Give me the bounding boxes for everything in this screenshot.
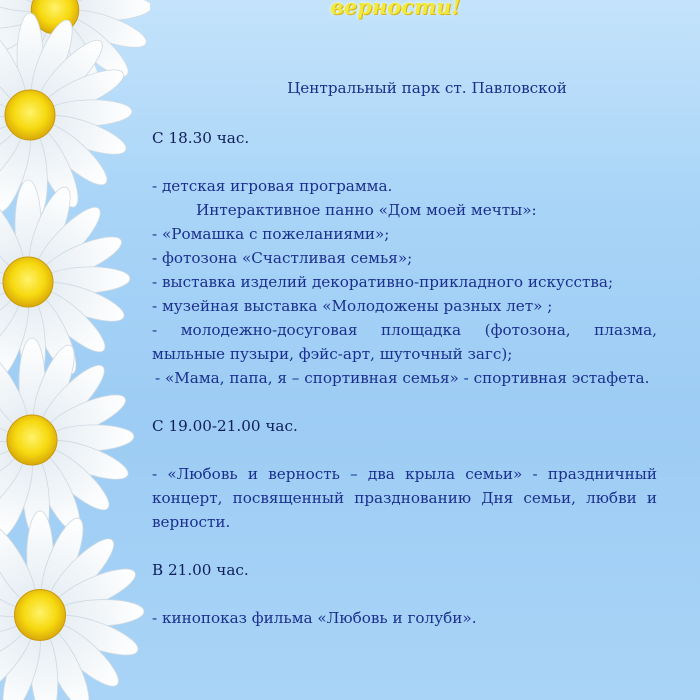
schedule-line: верности. [152, 513, 231, 531]
section-time: С 19.00-21.00 час. [152, 417, 298, 435]
schedule-line: - фотозона «Счастливая семья»; [152, 249, 413, 267]
schedule-line: - «Любовь и верность – два крыла семьи» - праздничный [152, 465, 657, 483]
section-time: С 18.30 час. [152, 129, 250, 147]
schedule-line: концерт, посвященный празднованию Дня семьи, любви и [152, 489, 657, 507]
event-schedule [152, 70, 657, 630]
schedule-line: - музейная выставка «Молодожены разных лет» ; [152, 297, 553, 315]
venue-title: Центральный парк ст. Павловской [287, 79, 567, 97]
schedule-line: - молодежно-досуговая площадка (фотозона, плазма, [152, 321, 657, 339]
schedule-line: - кинопоказ фильма «Любовь и голуби». [152, 609, 477, 627]
schedule-line: - выставка изделий декоративно-прикладного искусства; [152, 273, 614, 291]
schedule-line: Интерактивное панно «Дом моей мечты»: [196, 201, 537, 219]
schedule-line: - «Мама, папа, я – спортивная семья» - спортивная эстафета. [155, 369, 650, 387]
section-time: В 21.00 час. [152, 561, 249, 579]
schedule-line: мыльные пузыри, фэйс-арт, шуточный загс); [152, 345, 513, 363]
schedule-line: - детская игровая программа. [152, 177, 393, 195]
headline-fragment: верности! [330, 0, 461, 19]
daisy-decoration [0, 0, 150, 700]
schedule-line: - «Ромашка с пожеланиями»; [152, 225, 390, 243]
